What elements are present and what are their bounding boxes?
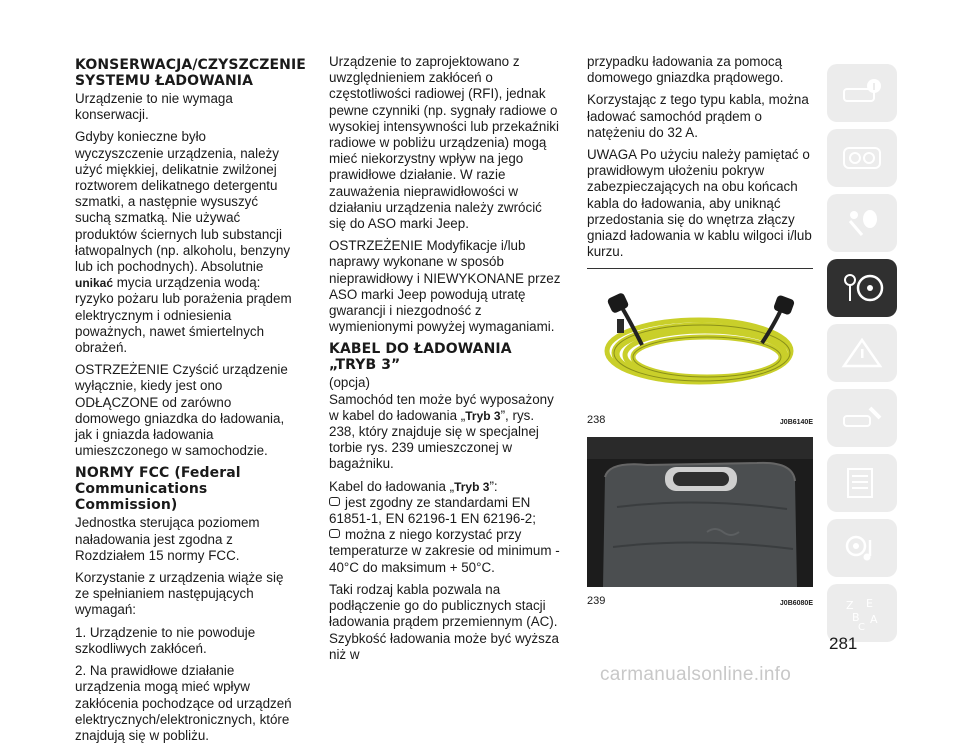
- column-2: [329, 54, 561, 669]
- paragraph: Korzystając z tego typu kabla, można ładować samochód prądem o natężeniu do 32 A.: [587, 92, 809, 140]
- divider: [587, 268, 813, 269]
- paragraph-warning: OSTRZEŻENIE Czyścić urządzenie wyłącznie, kiedy jest ono ODŁĄCZONE od zarówno domowego gniazdka do ładowania, jak i gniazda ładowania umieszczonego w samochodzie.: [75, 362, 288, 459]
- svg-text:B: B: [852, 611, 860, 624]
- car-info-icon: [840, 77, 884, 109]
- column-1: [75, 54, 306, 750]
- paragraph: Korzystanie z urządzenia wiąże się ze spełnianiem następujących wymagań:: [75, 570, 284, 618]
- figure-caption: [587, 412, 813, 431]
- chapter-tab-dashboard[interactable]: [827, 129, 897, 187]
- chapter-tab-multimedia[interactable]: [827, 519, 897, 577]
- bullet-icon: [329, 529, 340, 538]
- heading-maintenance: KONSERWACJA/CZYSZCZENIE SYSTEMU ŁADOWANIA: [75, 57, 306, 89]
- wrench-car-icon: [840, 402, 884, 434]
- multimedia-icon: [840, 532, 884, 564]
- heading-cable: KABEL DO ŁADOWANIA „TRYB 3”: [329, 341, 512, 374]
- svg-text:A: A: [870, 613, 878, 626]
- heading-fcc: NORMY FCC (Federal Communications Commission): [75, 465, 241, 514]
- bullet-icon: [329, 497, 340, 506]
- svg-text:Z: Z: [846, 599, 854, 612]
- chapter-tab-emergency[interactable]: [827, 324, 897, 382]
- paragraph: Kabel do ładowania „Tryb 3”:: [329, 478, 498, 494]
- figure-239: [587, 437, 813, 612]
- figure-code: J0B6140E: [779, 418, 813, 426]
- steering-key-icon: [838, 270, 886, 306]
- paragraph-warning: OSTRZEŻENIE Modyfikacje i/lub naprawy wykonane w sposób nieprawidłowy i NIEWYKONANE przez ASO marki Jeep powodują utratę gwarancji i niezgodność z wymienionymi powyżej wymaganiami.: [329, 238, 561, 335]
- page-number: 281: [829, 634, 858, 653]
- list-item: jest zgodny ze standardami EN 61851-1, EN 62196-1 EN 62196-2;: [329, 494, 536, 527]
- column-3: [587, 54, 817, 612]
- chapter-tab-specs[interactable]: [827, 454, 897, 512]
- figure-number: 238: [587, 413, 606, 426]
- paragraph: Urządzenie to zaprojektowano z uwzględnieniem zakłóceń o częstotliwości radiowej (RFI), jednak pewne czynniki (np. sygnały radiowe o wysokiej intensywności lub przekaźniki radiowe w pobliżu urządzenia) mogą mieć niekorzystny wpływ na jego prawidłowe działanie. W razie zauważenia nieprawidłowości w działaniu urządzenia należy zwrócić się do ASO marki Jeep.: [329, 54, 559, 232]
- cable-bag-image: [587, 437, 813, 587]
- paragraph: 2. Na prawidłowe działanie urządzenia mogą mieć wpływ zakłócenia pochodzące od urządzeń elektrycznych/elektronicznych, które znajdują się w pobliżu.: [75, 663, 292, 743]
- paragraph: Jednostka sterująca poziomem naładowania jest zgodna z Rozdziałem 15 normy FCC.: [75, 515, 260, 563]
- paragraph: Urządzenie to nie wymaga konserwacji.: [75, 91, 233, 123]
- paragraph: (opcja): [329, 375, 370, 391]
- svg-text:C: C: [858, 622, 865, 631]
- specs-list-icon: [840, 467, 884, 499]
- warning-car-icon: [840, 337, 884, 369]
- airbag-icon: [840, 207, 884, 239]
- dashboard-icon: [840, 142, 884, 174]
- list-item: można z niego korzystać przy temperaturze w zakresie od minimum - 40°C do maksimum + 50°C.: [329, 527, 560, 575]
- paragraph: Taki rodzaj kabla pozwala na podłączenie go do publicznych stacji ładowania prądem przemiennym (AC). Szybkość ładowania może być wyższa niż w: [329, 581, 559, 662]
- paragraph: Gdyby konieczne było wyczyszczenie urządzenia, należy użyć miękkiej, delikatnie zwilżonej roztworem delikatnego detergentu szmatki, a następnie wysuszyć suchą szmatką. Nie używać produktów ściernych lub substancji łatwopalnych (np. alkoholu, benzyny lub ich pochodnych). Absolutnie unikać mycia urządzenia wodą: ryzyko pożaru lub porażenia prądem elektrycznym i odniesienia poważnych, nawet śmiertelnych obrażeń.: [75, 129, 292, 356]
- svg-text:E: E: [866, 597, 873, 610]
- chapter-tab-safety[interactable]: [827, 194, 897, 252]
- chapter-tab-driving[interactable]: [827, 259, 897, 317]
- figure-238: [587, 275, 813, 430]
- paragraph: 1. Urządzenie to nie powoduje szkodliwych zakłóceń.: [75, 624, 256, 656]
- paragraph: Samochód ten może być wyposażony w kabel do ładowania „Tryb 3”, rys. 238, który znajduje się w specjalnej torbie rys. 239 umieszczonej w bagażniku.: [329, 391, 554, 472]
- chapter-tab-service[interactable]: [827, 389, 897, 447]
- figure-number: 239: [587, 595, 606, 608]
- watermark: carmanualsonline.info: [600, 664, 792, 685]
- figure-code: J0B6080E: [779, 600, 813, 608]
- figure-caption: [587, 593, 813, 612]
- charging-cable-image: [587, 275, 813, 405]
- paragraph-note: UWAGA Po użyciu należy pamiętać o prawidłowym ułożeniu pokryw zabezpieczających na obu końcach kabla do ładowania, aby uniknąć przedostania się do wnętrza złączy gniazd ładowania w kablu wilgoci i/lub kurzu.: [587, 147, 812, 260]
- paragraph: przypadku ładowania za pomocą domowego gniazdka prądowego.: [587, 54, 784, 86]
- chapter-tab-car-info[interactable]: [827, 64, 897, 122]
- index-letters-icon: [840, 595, 884, 631]
